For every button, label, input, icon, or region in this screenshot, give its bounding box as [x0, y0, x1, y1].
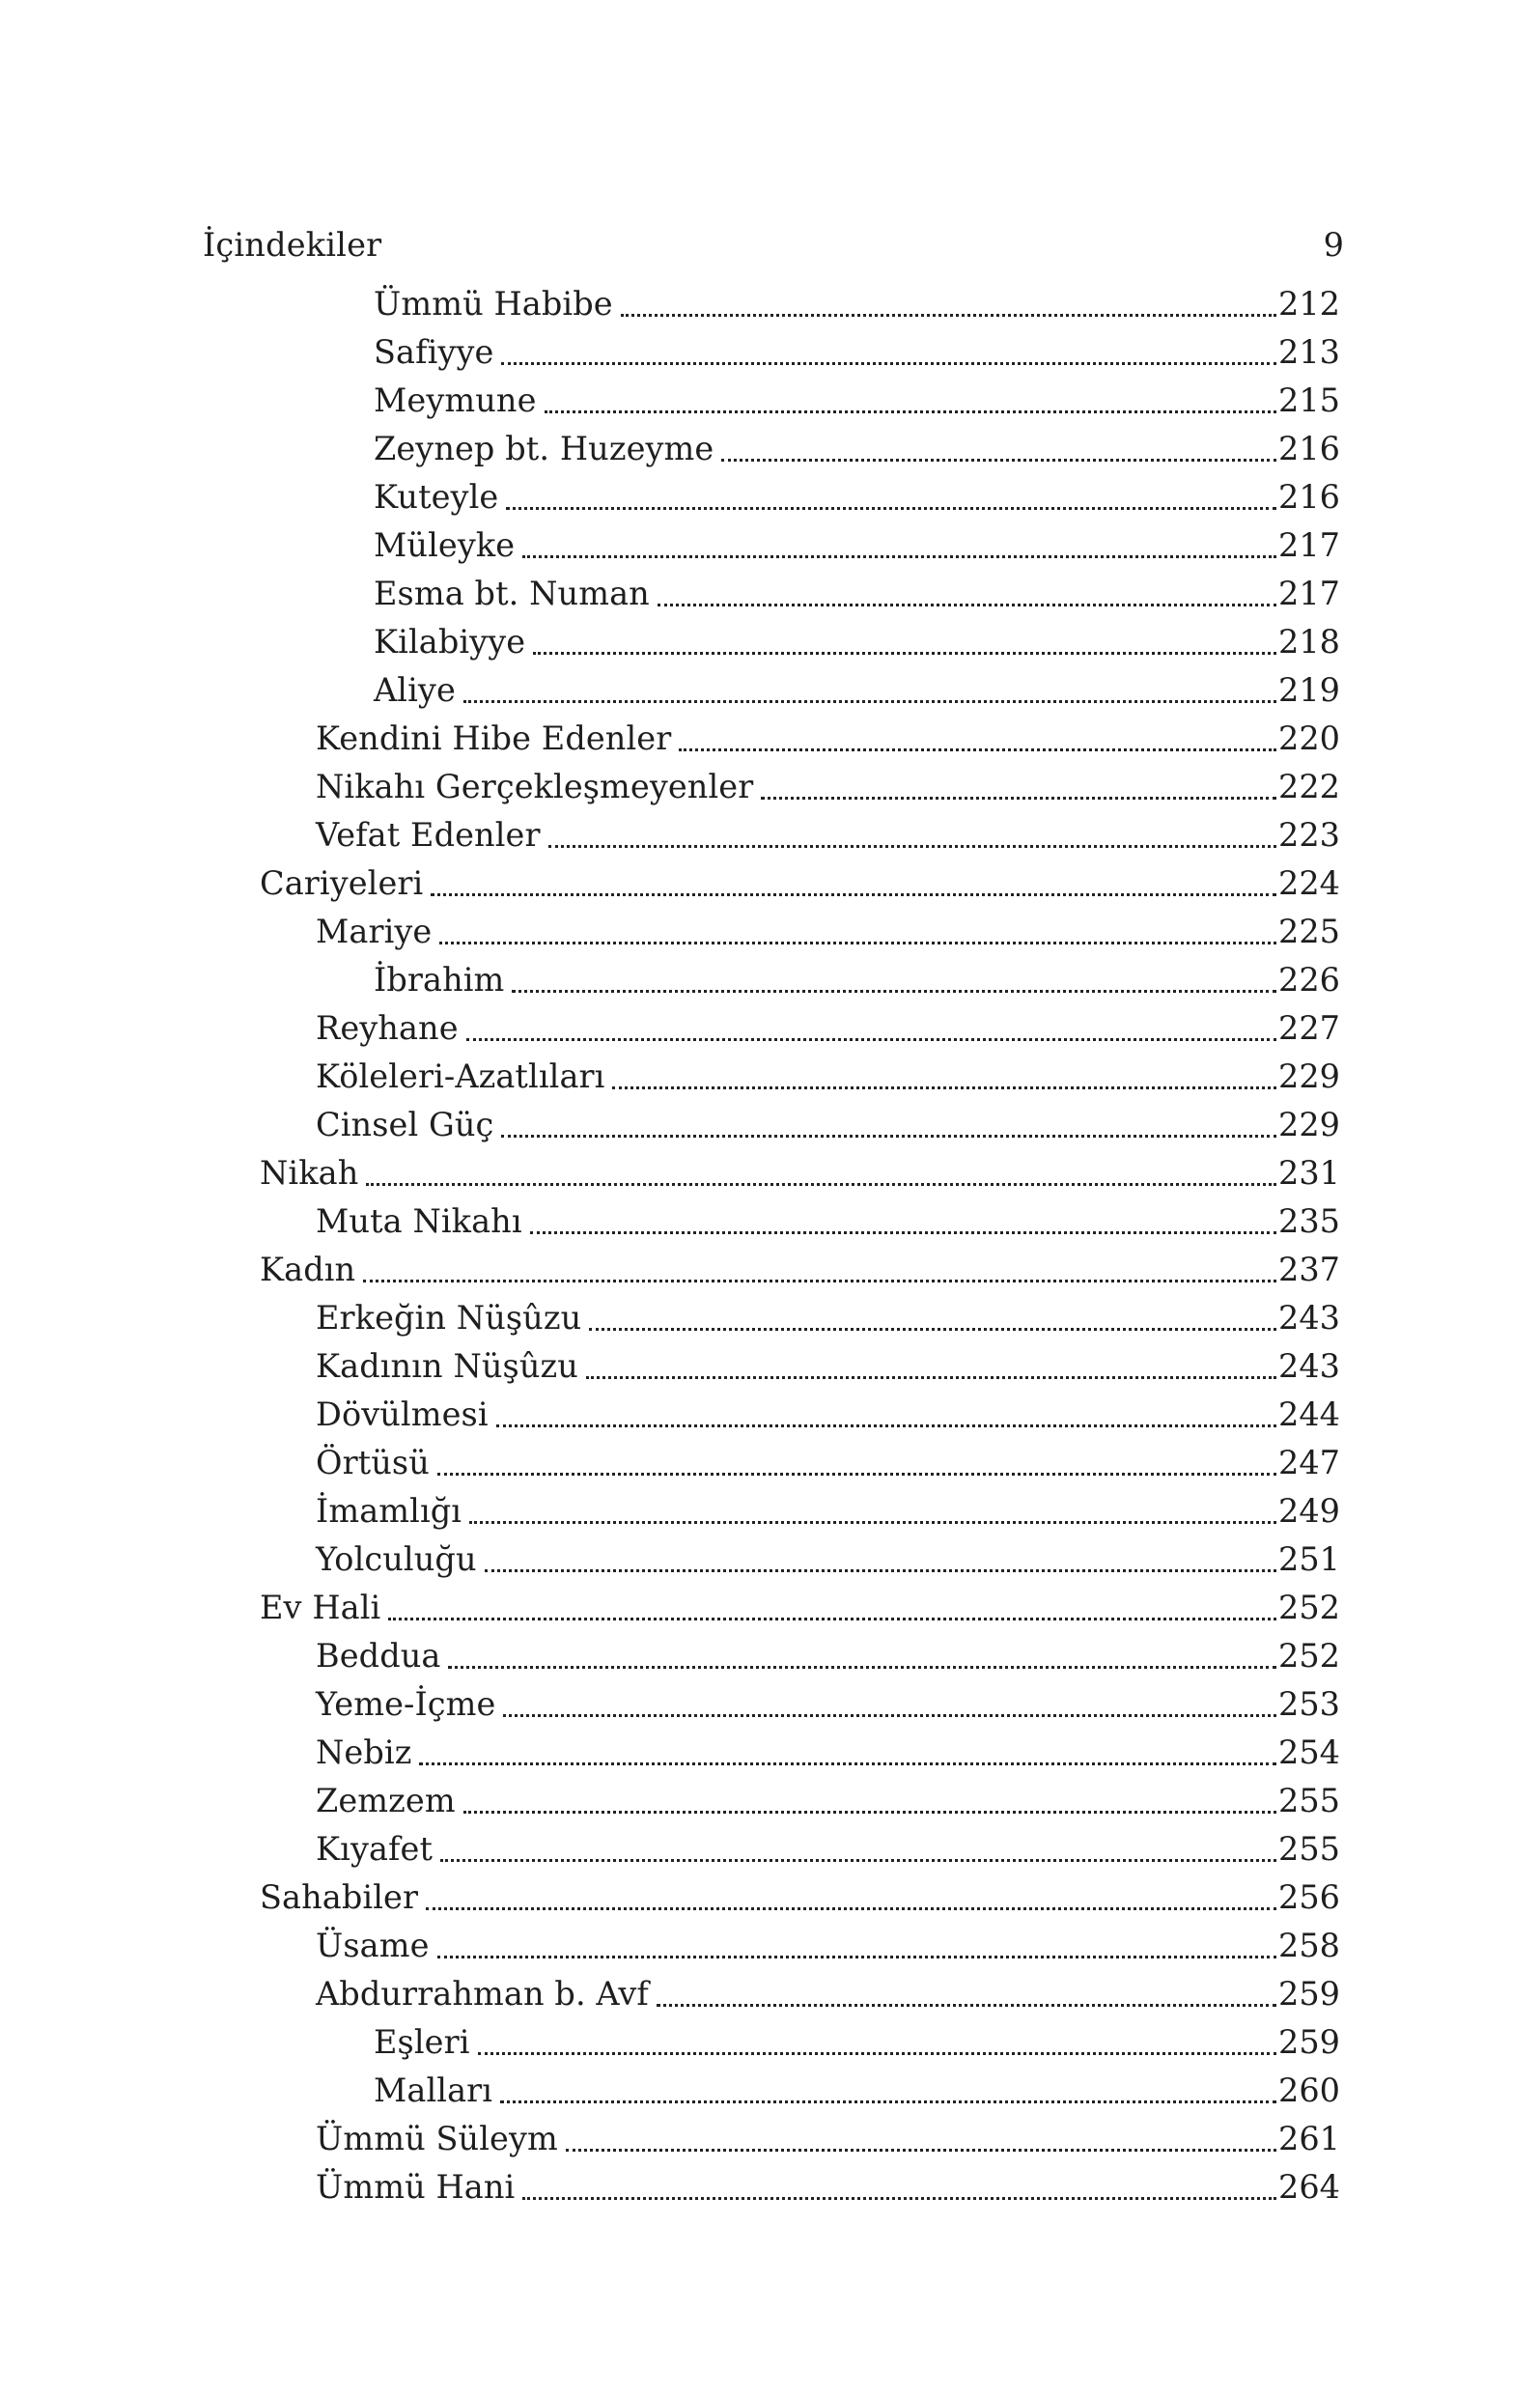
- toc-row: [260, 1342, 1340, 1391]
- toc-entry-page: 219: [1278, 671, 1340, 709]
- toc-entry-page: 237: [1278, 1251, 1340, 1288]
- dot-leader: [533, 652, 1276, 655]
- toc-row: [260, 1487, 1340, 1536]
- toc-entry-label: Kendini Hibe Edenler: [316, 719, 672, 757]
- toc-entry-page: 216: [1278, 478, 1340, 516]
- dot-leader: [439, 942, 1276, 944]
- dot-leader: [522, 2197, 1276, 2200]
- toc-row: [260, 1729, 1340, 1777]
- dot-leader: [426, 1907, 1276, 1910]
- toc-entry-label: Yolculuğu: [316, 1540, 477, 1578]
- toc-entry-page: 259: [1278, 2023, 1340, 2061]
- toc-entry-page: 256: [1278, 1878, 1340, 1916]
- toc-entry-page: 260: [1278, 2071, 1340, 2109]
- dot-leader: [721, 459, 1276, 462]
- toc-list: [260, 280, 1340, 2212]
- toc-entry-label: Beddua: [316, 1637, 441, 1675]
- toc-entry-page: 225: [1278, 913, 1340, 950]
- toc-row: [260, 1536, 1340, 1584]
- toc-entry-label: Ümmü Habibe: [374, 285, 613, 323]
- toc-entry-label: Reyhane: [316, 1009, 459, 1047]
- toc-entry-label: Malları: [374, 2071, 493, 2109]
- toc-entry-page: 264: [1278, 2168, 1340, 2206]
- toc-row: [260, 1970, 1340, 2018]
- toc-entry-label: İbrahim: [374, 961, 505, 999]
- toc-row: [260, 1391, 1340, 1439]
- toc-entry-page: 247: [1278, 1444, 1340, 1481]
- toc-row: [260, 1632, 1340, 1680]
- toc-entry-page: 251: [1278, 1540, 1340, 1578]
- dot-leader: [388, 1618, 1276, 1620]
- dot-leader: [463, 1811, 1276, 1814]
- dot-leader: [761, 797, 1276, 800]
- toc-row: [260, 1874, 1340, 1922]
- dot-leader: [496, 1424, 1276, 1427]
- toc-row: [260, 1004, 1340, 1053]
- toc-entry-label: Kuteyle: [374, 478, 499, 516]
- dot-leader: [512, 990, 1276, 993]
- toc-row: [260, 521, 1340, 570]
- dot-leader: [621, 314, 1276, 317]
- toc-entry-label: Nikah: [260, 1154, 359, 1192]
- toc-entry-page: 224: [1278, 864, 1340, 902]
- dot-leader: [586, 1376, 1276, 1379]
- toc-row: [260, 811, 1340, 859]
- toc-row: [260, 1246, 1340, 1294]
- toc-entry-page: 216: [1278, 430, 1340, 467]
- toc-entry-label: Zeynep bt. Huzeyme: [374, 430, 714, 467]
- toc-entry-label: Sahabiler: [260, 1878, 419, 1916]
- dot-leader: [463, 700, 1276, 703]
- dot-leader: [530, 1231, 1276, 1234]
- dot-leader: [566, 2149, 1276, 2152]
- toc-entry-label: Kadının Nüşûzu: [316, 1347, 578, 1385]
- toc-row: [260, 473, 1340, 521]
- toc-entry-label: Nikahı Gerçekleşmeyenler: [316, 768, 754, 805]
- toc-entry-page: 254: [1278, 1733, 1340, 1771]
- toc-entry-page: 253: [1278, 1685, 1340, 1723]
- dot-leader: [437, 1956, 1277, 1958]
- toc-row: [260, 1198, 1340, 1246]
- contents-heading: İçindekiler: [203, 226, 382, 264]
- toc-row: [260, 425, 1340, 473]
- dot-leader: [501, 1135, 1276, 1138]
- toc-row: [260, 1825, 1340, 1874]
- toc-entry-label: Meymune: [374, 381, 537, 419]
- toc-entry-label: Muta Nikahı: [316, 1202, 522, 1240]
- toc-entry-label: Yeme-İçme: [316, 1685, 496, 1723]
- toc-entry-label: Cinsel Güç: [316, 1106, 494, 1143]
- dot-leader: [506, 507, 1276, 510]
- toc-entry-label: Dövülmesi: [316, 1395, 489, 1433]
- toc-row: [260, 763, 1340, 811]
- toc-entry-label: Ümmü Süleym: [316, 2120, 558, 2157]
- toc-row: [260, 328, 1340, 377]
- dot-leader: [431, 893, 1276, 896]
- toc-entry-label: Mariye: [316, 913, 433, 950]
- toc-entry-page: 255: [1278, 1782, 1340, 1819]
- toc-entry-label: Kilabiyye: [374, 623, 526, 661]
- toc-entry-label: Vefat Edenler: [316, 816, 541, 854]
- dot-leader: [657, 2004, 1276, 2007]
- toc-entry-label: Zemzem: [316, 1782, 456, 1819]
- dot-leader: [363, 1280, 1276, 1282]
- dot-leader: [419, 1762, 1276, 1765]
- toc-row: [260, 1439, 1340, 1487]
- toc-entry-label: Köleleri-Azatlıları: [316, 1057, 605, 1095]
- toc-entry-page: 217: [1278, 575, 1340, 612]
- toc-row: [260, 715, 1340, 763]
- toc-entry-label: Safiyye: [374, 333, 494, 371]
- toc-row: [260, 280, 1340, 328]
- toc-entry-label: Ev Hali: [260, 1589, 381, 1626]
- dot-leader: [440, 1859, 1276, 1862]
- toc-entry-label: Üsame: [316, 1927, 430, 1964]
- toc-row: [260, 1584, 1340, 1632]
- dot-leader: [469, 1521, 1276, 1524]
- toc-row: [260, 618, 1340, 666]
- toc-entry-page: 252: [1278, 1637, 1340, 1675]
- toc-entry-page: 213: [1278, 333, 1340, 371]
- toc-row: [260, 1922, 1340, 1970]
- toc-entry-label: Abdurrahman b. Avf: [316, 1975, 649, 2013]
- dot-leader: [522, 555, 1276, 558]
- toc-entry-page: 229: [1278, 1106, 1340, 1143]
- toc-entry-page: 229: [1278, 1057, 1340, 1095]
- running-head: [203, 228, 1344, 263]
- toc-entry-label: Eşleri: [374, 2023, 470, 2061]
- dot-leader: [478, 2052, 1277, 2055]
- toc-entry-label: Cariyeleri: [260, 864, 424, 902]
- toc-entry-page: 212: [1278, 285, 1340, 323]
- toc-row: [260, 2163, 1340, 2212]
- toc-entry-label: Örtüsü: [316, 1444, 430, 1481]
- toc-entry-page: 220: [1278, 719, 1340, 757]
- toc-entry-page: 259: [1278, 1975, 1340, 2013]
- toc-entry-label: Esma bt. Numan: [374, 575, 650, 612]
- toc-row: [260, 1294, 1340, 1342]
- toc-row: [260, 2018, 1340, 2067]
- dot-leader: [658, 604, 1276, 606]
- toc-entry-page: 222: [1278, 768, 1340, 805]
- toc-row: [260, 666, 1340, 715]
- dot-leader: [448, 1666, 1276, 1669]
- toc-entry-label: Ümmü Hani: [316, 2168, 516, 2206]
- toc-row: [260, 1149, 1340, 1198]
- toc-row: [260, 1777, 1340, 1825]
- toc-row: [260, 1680, 1340, 1729]
- toc-entry-label: Aliye: [374, 671, 456, 709]
- toc-row: [260, 570, 1340, 618]
- toc-row: [260, 2115, 1340, 2163]
- dot-leader: [500, 2100, 1276, 2103]
- toc-entry-page: 235: [1278, 1202, 1340, 1240]
- dot-leader: [679, 748, 1276, 751]
- toc-entry-label: İmamlığı: [316, 1492, 462, 1530]
- dot-leader: [612, 1086, 1276, 1089]
- toc-entry-page: 215: [1278, 381, 1340, 419]
- toc-entry-page: 217: [1278, 526, 1340, 564]
- dot-leader: [437, 1473, 1276, 1476]
- dot-leader: [366, 1183, 1276, 1186]
- toc-entry-page: 261: [1278, 2120, 1340, 2157]
- toc-row: [260, 1101, 1340, 1149]
- toc-entry-page: 223: [1278, 816, 1340, 854]
- toc-row: [260, 2067, 1340, 2115]
- dot-leader: [548, 845, 1276, 848]
- dot-leader: [503, 1714, 1276, 1717]
- toc-entry-label: Erkeğin Nüşûzu: [316, 1299, 582, 1337]
- toc-entry-page: 258: [1278, 1927, 1340, 1964]
- dot-leader: [501, 362, 1276, 365]
- toc-entry-page: 252: [1278, 1589, 1340, 1626]
- toc-entry-page: 244: [1278, 1395, 1340, 1433]
- toc-entry-label: Kıyafet: [316, 1830, 434, 1868]
- toc-entry-label: Müleyke: [374, 526, 516, 564]
- toc-row: [260, 377, 1340, 425]
- toc-row: [260, 1053, 1340, 1101]
- page-number: 9: [1323, 226, 1344, 264]
- toc-entry-page: 227: [1278, 1009, 1340, 1047]
- dot-leader: [485, 1569, 1276, 1572]
- toc-row: [260, 908, 1340, 956]
- dot-leader: [545, 410, 1277, 413]
- toc-entry-label: Kadın: [260, 1251, 356, 1288]
- toc-row: [260, 956, 1340, 1004]
- dot-leader: [466, 1038, 1276, 1041]
- toc-row: [260, 859, 1340, 908]
- toc-entry-page: 255: [1278, 1830, 1340, 1868]
- toc-entry-page: 249: [1278, 1492, 1340, 1530]
- dot-leader: [589, 1328, 1276, 1331]
- toc-entry-page: 231: [1278, 1154, 1340, 1192]
- toc-entry-page: 243: [1278, 1347, 1340, 1385]
- toc-entry-label: Nebiz: [316, 1733, 412, 1771]
- toc-entry-page: 218: [1278, 623, 1340, 661]
- toc-entry-page: 226: [1278, 961, 1340, 999]
- toc-entry-page: 243: [1278, 1299, 1340, 1337]
